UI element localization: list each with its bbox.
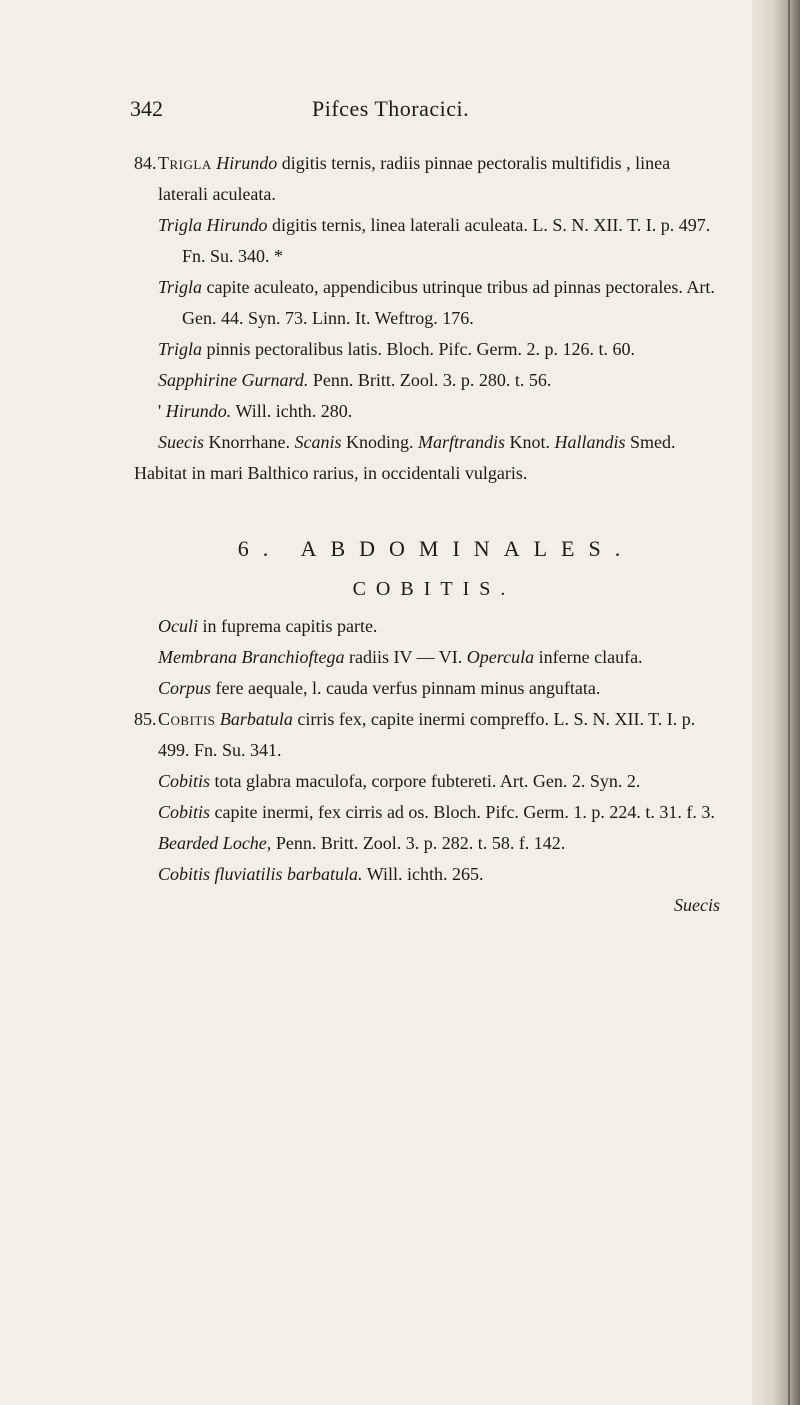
species-name: Barbatula (219, 709, 293, 729)
page-edge-shadow (752, 0, 800, 1405)
synonym-line (134, 797, 724, 828)
vernacular-name: Knorrhane. (203, 432, 295, 452)
region-name: Suecis (158, 432, 204, 452)
page-edge-line (788, 0, 790, 1405)
synonym-line (134, 766, 724, 797)
synonym-reference: Penn. Britt. Zool. 3. p. 282. t. 58. f. 142. (271, 833, 566, 853)
vernacular-name: Knoding. (341, 432, 418, 452)
genus-name: Cobitis (158, 709, 216, 729)
entry-number: 85. (134, 709, 157, 729)
synonym-reference: digitis ternis, linea laterali aculeata. L. S. N. XII. T. I. p. 497. Fn. Su. 340. * (182, 215, 711, 266)
synonym-reference: Will. ichth. 280. (231, 401, 353, 421)
habitat-line: Habitat in mari Balthico rarius, in occidentali vulgaris. (134, 463, 528, 483)
character-text: in fuprema capitis parte. (198, 616, 378, 636)
character-text: inferne claufa. (534, 647, 643, 667)
genus-character-line (134, 673, 724, 704)
synonym-reference: Penn. Britt. Zool. 3. p. 280. t. 56. (308, 370, 552, 390)
character-term: Membrana Branchioftega (158, 647, 345, 667)
vernacular-name: Knot. (504, 432, 555, 452)
synonym-name: Sapphirine Gurnard. (158, 370, 309, 390)
synonym-line (134, 859, 724, 890)
page-number: 342 (130, 96, 163, 121)
synonym-reference: capite aculeato, appendicibus utrinque tribus ad pinnas pectorales. Art. Gen. 44. Syn. 73. Linn. It. Weftrog. 176. (182, 277, 715, 328)
catchword: Suecis (674, 895, 720, 915)
region-name: Hallandis (554, 432, 626, 452)
synonym-name: Bearded Loche, (158, 833, 272, 853)
running-title: Pifces Thoracici. (312, 96, 470, 121)
synonym-name: Trigla (158, 339, 203, 359)
synonym-name: Trigla Hirundo (158, 215, 268, 235)
region-name: Marftrandis (417, 432, 505, 452)
synonym-line (134, 828, 724, 859)
character-term: Oculi (158, 616, 198, 636)
synonym-reference: pinnis pectoralibus latis. Bloch. Pifc. Germ. 2. p. 126. t. 60. (202, 339, 635, 359)
synonym-line (134, 334, 724, 365)
genus-heading: COBITIS. (352, 578, 516, 600)
synonym-reference: Will. ichth. 265. (362, 864, 484, 884)
character-term: Corpus (158, 678, 212, 698)
genus-character-line (134, 611, 724, 642)
region-name: Scanis (294, 432, 342, 452)
synonym-line (134, 396, 724, 427)
character-text: radiis IV — VI. (344, 647, 467, 667)
synonym-name: Cobitis (158, 802, 211, 822)
synonym-name: Cobitis fluviatilis barbatula. (158, 864, 363, 884)
genus-name: Trigla (158, 153, 212, 173)
synonym-line (134, 210, 724, 272)
character-text: fere aequale, l. cauda verfus pinnam minus anguftata. (211, 678, 601, 698)
synonym-reference: capite inermi, fex cirris ad os. Bloch. Pifc. Germ. 1. p. 224. t. 31. f. 3. (210, 802, 715, 822)
vernacular-names (134, 427, 724, 458)
page-body (134, 148, 724, 921)
synonym-line (134, 272, 724, 334)
synonym-line (134, 365, 724, 396)
synonym-name: Trigla (158, 277, 203, 297)
species-entry-84 (134, 148, 724, 210)
synonym-reference: tota glabra maculofa, corpore fubtereti. Art. Gen. 2. Syn. 2. (210, 771, 641, 791)
synonym-name: Hirundo. (165, 401, 232, 421)
character-term: Opercula (466, 647, 535, 667)
entry-description: cirris fex, capite inermi compreffo. L. S. N. XII. T. I. p. 499. Fn. Su. 341. (158, 709, 696, 760)
species-name: Hirundo (216, 153, 278, 173)
vernacular-name: Smed. (625, 432, 676, 452)
genus-character-line (134, 642, 724, 673)
synonym-name: Cobitis (158, 771, 211, 791)
section-heading: 6. ABDOMINALES. (237, 536, 635, 561)
entry-description: digitis ternis, radiis pinnae pectoralis multifidis , linea laterali aculeata. (158, 153, 671, 204)
species-entry-85 (134, 704, 724, 766)
print-mark: ' (158, 401, 166, 421)
entry-number: 84. (134, 153, 157, 173)
